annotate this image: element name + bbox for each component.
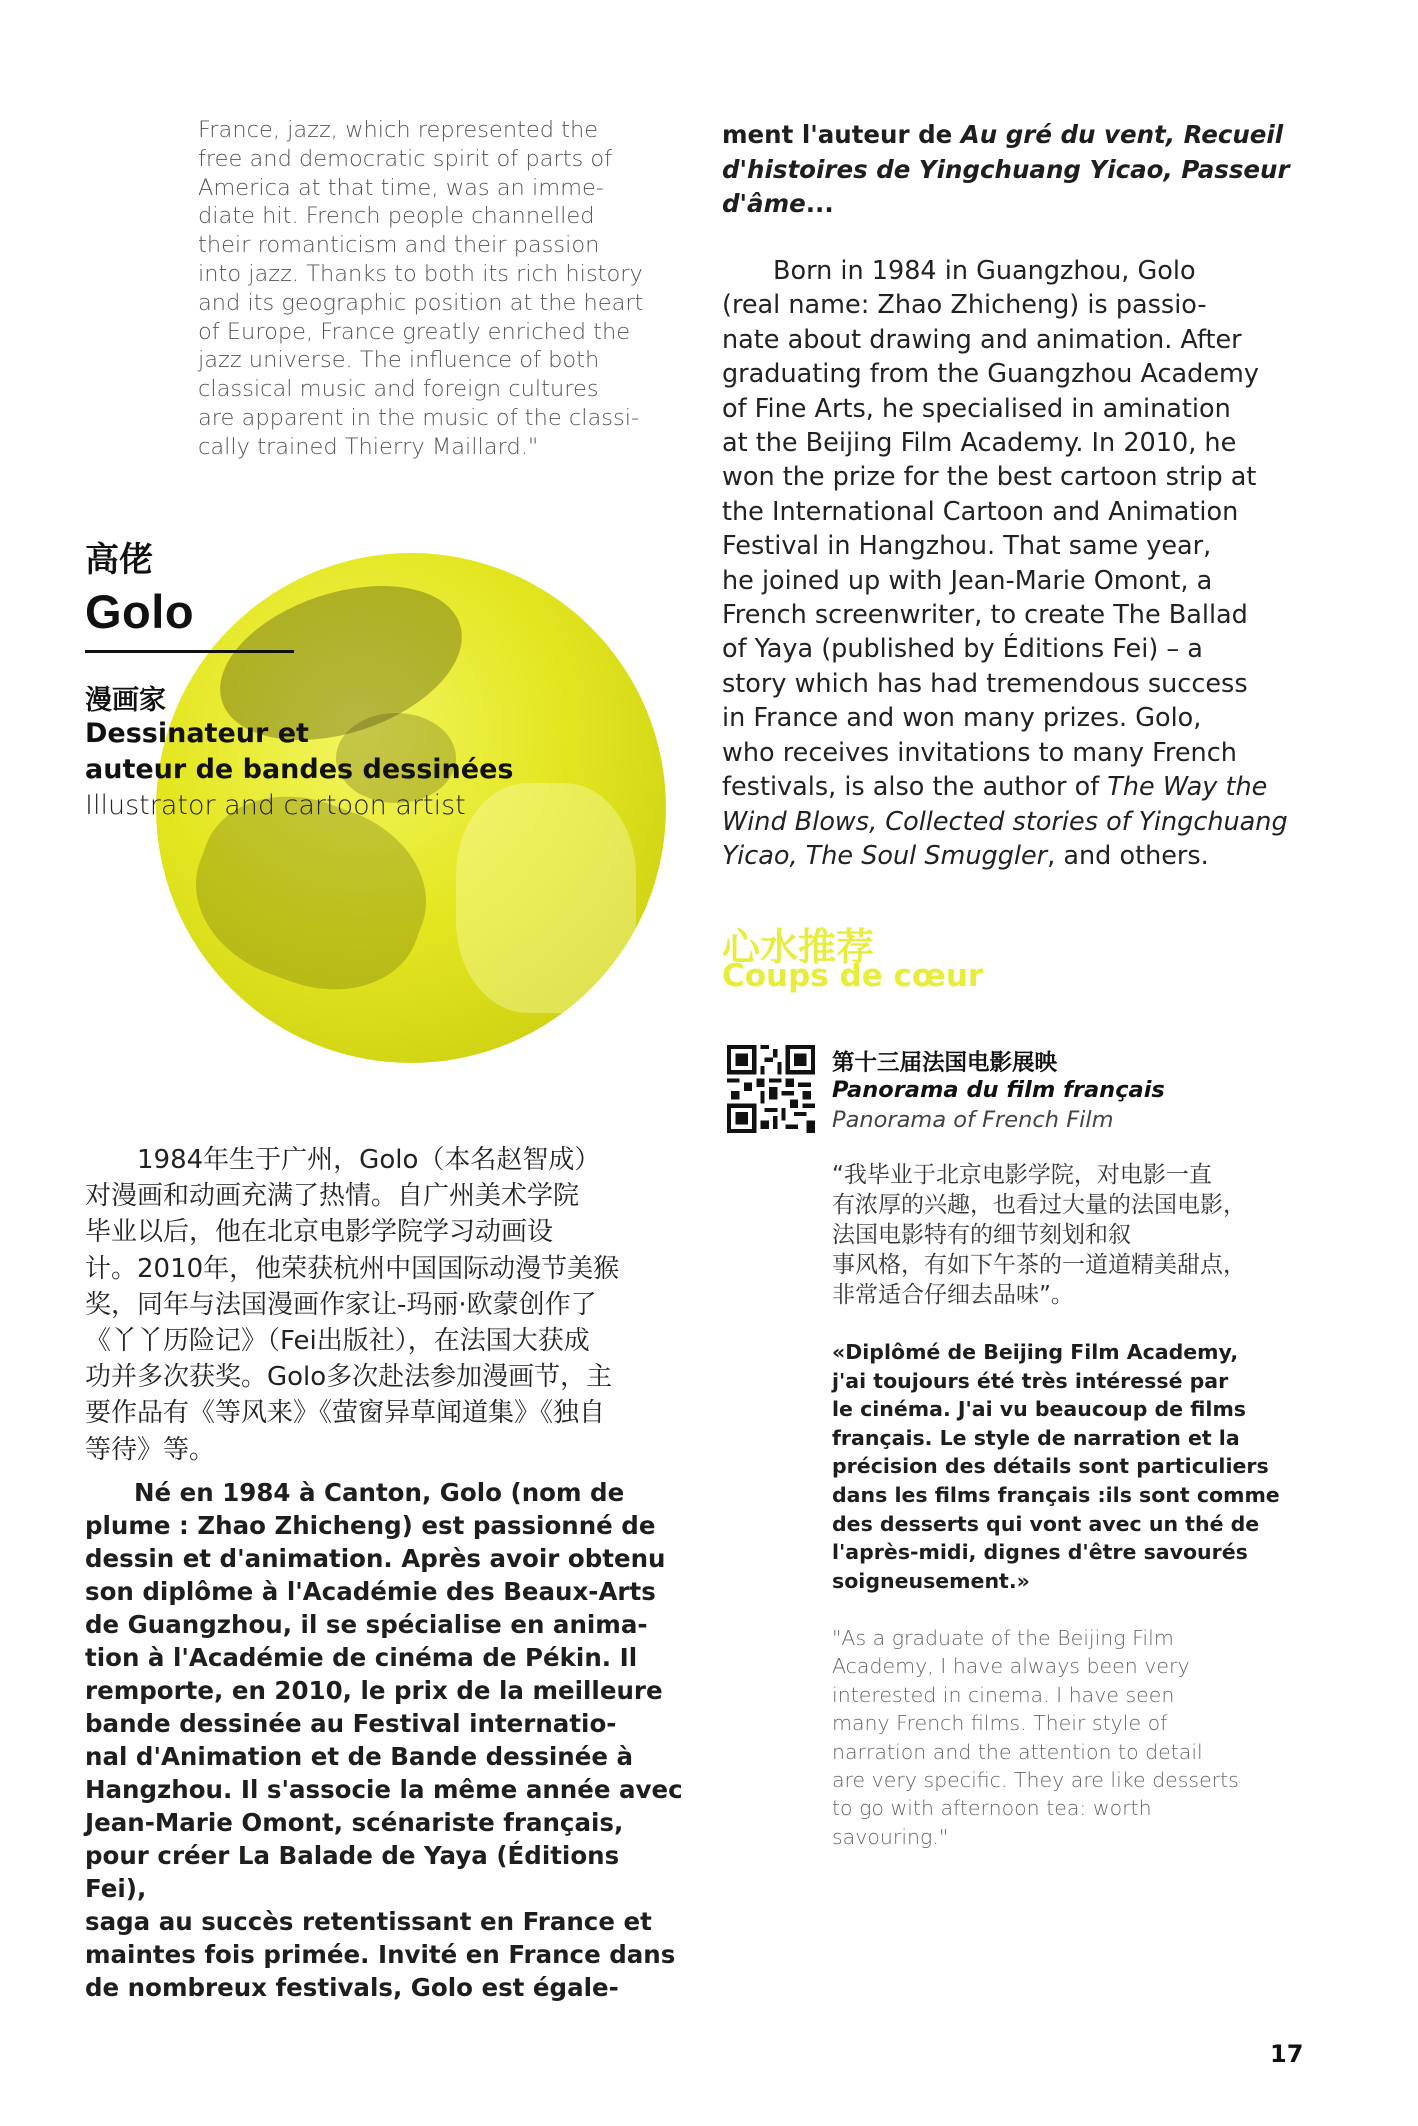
quote-en: "As a graduate of the Beijing Film Academy, I have always been very interested in cinema. I have seen many French films. Their style of narration and the attention to detail are very specific. They are like desserts to go with afternoon tea: worth savouring." [832,1626,1239,1849]
quote-zh: “我毕业于北京电影学院，对电影一直 有浓厚的兴趣，也看过大量的法国电影， 法国电影特有的细节刻划和叙 事风格，有如下午茶的一道道精美甜点， 非常适合仔细去品味”。 [832,1162,1246,1308]
biography-en [722,254,1342,873]
portrait-shade-paper [456,783,636,1013]
bio-en-text: Born in 1984 in Guangzhou, Golo (real name: Zhao Zhicheng) is passio- nate about drawing and animation. After graduating from the Guangzhou Academy of Fine Arts, he specialised in amination at the Beijing Film Academy. In 2010, he won the prize for the best cartoon strip at the International Cartoon and Animation Festival in Hangzhou. That same year, he joined up with Jean-Marie Omont, a French screenwriter, to create The Ballad of Yaya (published by Éditions Fei) – a story which has had tremendous success in France and won many prizes. Golo, who receives invitations to many French festivals, is also the author of [722,256,1259,803]
film-title-fr: Panorama du film français [832,1077,1165,1103]
artist-role-fr: Dessinateur et auteur de bandes dessinées [85,718,514,785]
page-number: 17 [1270,2040,1304,2068]
film-title-zh: 第十三届法国电影展映 [832,1050,1058,1076]
section-title-zh: 心水推荐 [722,925,875,969]
quote-fr: «Diplômé de Beijing Film Academy, j'ai toujours été très intéressé par le cinéma. J'ai vu beaucoup de films français. Le style de narration et la précision des détails sont particuliers dans les films français :ils sont comme des desserts qui vont avec un thé de l'après-midi, dignes d'être savourés soigneusement.» [832,1340,1280,1593]
artist-name-zh: 高佬 [85,540,153,580]
artist-role-en: Illustrator and cartoon artist [85,790,466,821]
biography-zh: 1984年生于广州，Golo（本名赵智成） 对漫画和动画充满了热情。自广州美术学院 毕业以后，他在北京电影学院学习动画设 计。2010年，他荣获杭州中国国际动漫节美猴 奖，同年与法国漫画作家让-玛丽·欧蒙创作了 《丫丫历险记》（Fei出版社），在法国大获成 功并多次获奖。Golo多次赴法参加漫画节，主 要作品有《等风来》《萤窗异草闻道集》《独自 等待》等。 [85,1145,620,1465]
bio-fr-lead: ment l'auteur de [722,120,961,149]
bio-fr-works: Au gré du vent, Recueil d'histoires de Yingchuang Yicao, Passeur d'âme [722,120,1290,218]
film-title-en: Panorama of French Film [832,1107,1114,1133]
biography-fr: Né en 1984 à Canton, Golo (nom de plume : Zhao Zhicheng) est passionné de dessin et d'animation. Après avoir obtenu son diplôme à l'Académie des Beaux-Arts de Guangzhou, il se spécialise en anima- tion à l'Académie de cinéma de Pékin. Il remporte, en 2010, le prix de la meilleure bande dessinée au Festival internatio- nal d'Animation et de Bande dessinée à Hangzhou. Il s'associe la même année avec Jean-Marie Omont, scénariste français, pour créer La Balade de Yaya (Éditions Fei), saga au succès retentissant en France et maintes fois primée. Invité en France dans de nombreux festivals, Golo est égale- [85,1478,683,2002]
bio-en-tail: , and others. [1047,840,1209,871]
name-divider [85,650,294,653]
qr-code-icon[interactable] [727,1045,815,1133]
biography-fr-continued [722,118,1342,222]
bio-fr-tail: ... [805,189,834,218]
bio-en-works: The Way the Wind Blows, Collected stories of Yingchuang Yicao, The Soul Smuggler [722,772,1288,871]
section-title-fr: Coups de cœur [722,958,984,994]
artist-name-en: Golo [85,585,195,638]
artist-role-zh: 漫画家 [85,685,166,716]
intro-paragraph-en: France, jazz, which represented the free and democratic spirit of parts of America at that time, was an imme- diate hit. French people channelled their romanticism and their passion into jazz. Thanks to both its rich history and its geographic position at the heart of Europe, France greatly enriched the jazz universe. The influence of both classical music and foreign cultures are apparent in the music of the classi- cally trained Thierry Maillard." [198,117,644,460]
